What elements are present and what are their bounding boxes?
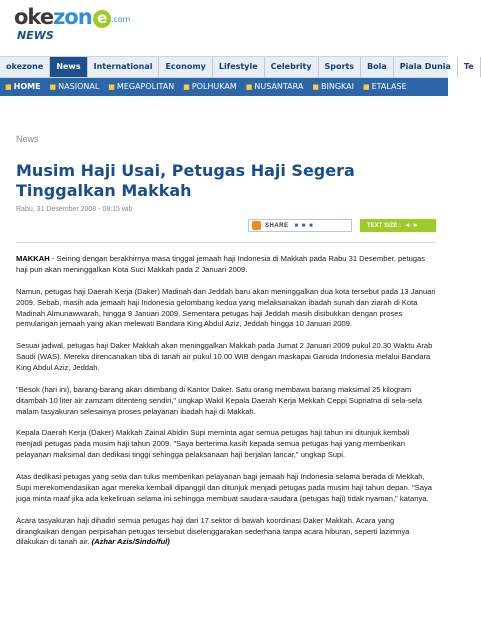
subnav-nasional-label: NASIONAL	[58, 82, 100, 91]
sub-navigation	[0, 78, 448, 96]
subnav-nusantara[interactable]	[241, 78, 308, 96]
tab-news[interactable]: News	[50, 57, 87, 77]
bullet-icon: ■	[312, 83, 319, 91]
subnav-etalase[interactable]	[358, 78, 411, 96]
subnav-bingkai[interactable]	[307, 78, 358, 96]
tab-lifestyle[interactable]: Lifestyle	[213, 57, 265, 77]
logo-ok: oke	[14, 5, 54, 29]
logo-dotcom: .com	[110, 15, 131, 24]
tab-okezone[interactable]: okezone	[0, 57, 50, 77]
subnav-bingkai-label: BINGKAI	[320, 82, 354, 91]
subnav-nusantara-label: NUSANTARA	[254, 82, 304, 91]
tab-celebrity[interactable]: Celebrity	[265, 57, 319, 77]
article-date: Rabu, 31 Desember 2008 - 08:15 wib	[16, 206, 133, 213]
logo-news-label: NEWS	[17, 29, 54, 42]
article-body	[16, 254, 436, 559]
bullet-icon: ■	[49, 83, 57, 91]
article-paragraph	[16, 516, 436, 549]
article-paragraph: Atas dedikasi petugas yang setia dan tulus memberikan pelayanan bagi jemaah haji Indonesia selama berada di Mekkah, Supi merekomendasikan agar mereka kembali dipanggil dan ditunjuk menjadi petugas pada musim haji tahun depan. "Saya juga minta maaf jika ada kekeliruan selama ini sehingga membuat saudara-saudara (petugas haji) tidak nyaman," katanya.	[16, 472, 432, 503]
subnav-nasional[interactable]	[45, 78, 104, 96]
subnav-megapolitan[interactable]	[103, 78, 178, 96]
tab-piala-dunia[interactable]: Piala Dunia	[394, 57, 458, 77]
article-paragraph: Kepala Daerah Kerja (Daker) Makkah Zainal Abidin Supi meminta agar semua petugas haji tahun ini ditunjuk kembali menjadi petugas pada musim haji tahun 2009. "Saya berterima kasih kepada semua petugas haji yang memberikan pelayanan maksimal dan dedikasi tinggi sehingga pelaksanaan haji berjalan lancar," ungkap Supi.	[16, 428, 410, 460]
logo-zone: zon	[53, 5, 92, 29]
subnav-etalase-label: ETALASE	[371, 82, 407, 91]
share-label: SHARE	[265, 222, 289, 229]
logo-wordmark	[14, 6, 130, 31]
article-paragraph: "Besok (hari ini), barang-barang akan ditimbang di Kantor Daker. Satu orang membawa barang maksimal 25 kilogram ditambah 10 liter air zamzam ditenteng sendiri," ungkap Wakil Kepala Daerah Kerja Mekkah Ceppi Supriatna di sela-sela malam tasyakuran selesainya proses pelayanan ibadah haji di Makkah.	[16, 384, 422, 416]
article-byline: (Azhar Azis/Sindo/ful)	[91, 537, 170, 547]
tab-te-truncated[interactable]: Te	[458, 57, 481, 77]
text-size-control	[360, 219, 436, 232]
share-icon	[252, 221, 261, 230]
article-section-label[interactable]: News	[16, 134, 39, 144]
subnav-polhukam[interactable]	[178, 78, 241, 96]
subnav-polhukam-label: POLHUKAM	[191, 82, 237, 91]
article-title: Musim Haji Usai, Petugas Haji Segera Tinggalkan Makkah	[16, 161, 355, 200]
tab-sports[interactable]: Sports	[319, 57, 362, 77]
text-size-label: TEXT SIZE :	[367, 223, 402, 229]
paragraph-text: Acara tasyakuran haji dihadiri semua petugas haji dari 17 sektor di bawah koordinasi Daker Makkah. Acara yang dirangkaikan dengan perpisahan petugas tersebut diselenggarakan sederhana tanpa acara hiburan, seperti lazimnya dilakukan di tanah air.	[16, 515, 410, 547]
bullet-icon: ■	[5, 83, 12, 91]
divider	[16, 242, 436, 243]
text-decrease-icon[interactable]: ◂	[405, 222, 410, 229]
bullet-icon: ■	[108, 83, 115, 91]
article-paragraph: Sesuai jadwal, petugas haji Daker Makkah akan meninggalkan Makkah pada Jumat 2 Januari 2009 pukul 20.30 Waktu Arab Saudi (WAS). Mereka direncanakan tiba di tanah air pukul 10.00 WIB dengan maskapai Garuda Indonesia melalui Bandara King Abdul Aziz, Jeddah.	[16, 341, 433, 373]
share-services-icon: ■ ■ ■	[294, 222, 314, 229]
share-button[interactable]	[248, 219, 352, 232]
tab-bola[interactable]: Bola	[361, 57, 394, 77]
subnav-home[interactable]	[0, 78, 45, 96]
okezone-news-logo[interactable]	[14, 6, 164, 46]
subnav-home-label: HOME	[13, 82, 41, 91]
bullet-icon: ■	[245, 83, 253, 91]
tab-international[interactable]: International	[88, 57, 160, 77]
logo-e-circle: e	[93, 10, 111, 28]
bullet-icon: ■	[362, 83, 370, 91]
article-paragraph	[16, 254, 436, 276]
article-dateline: MAKKAH	[16, 254, 50, 263]
bullet-icon: ■	[183, 83, 190, 91]
subnav-megapolitan-label: MEGAPOLITAN	[116, 82, 175, 91]
top-navigation	[0, 56, 474, 78]
article-paragraph: Namun, petugas haji Daerah Kerja (Daker) Madinah dan Jeddah baru akan meninggalkan dua kota tersebut pada 13 Januari 2009. Sebab, masih ada jemaah haji Indonesia gelombang kedua yang melaksanakan ibadah sunah dan ziarah di Kota Madinah Almunawwarah, hingga 9 Januari 2009. Sementara petugas haji Jeddah masih disibukkan dengan proses pemulangan jemaah yang akan melewati Bandara King Abdul Aziz, Jeddah hingga 10 Januari 2009.	[16, 286, 436, 329]
tab-economy[interactable]: Economy	[159, 57, 212, 77]
paragraph-text: - Seiring dengan berakhirnya masa tinggal jemaah haji Indonesia di Makkah pada Rabu 31 Desember, petugas haji pun akan meninggalkan Kota Suci Makkah pada 2 Januari 2009.	[16, 254, 426, 274]
text-increase-icon[interactable]: ▸	[413, 222, 418, 229]
